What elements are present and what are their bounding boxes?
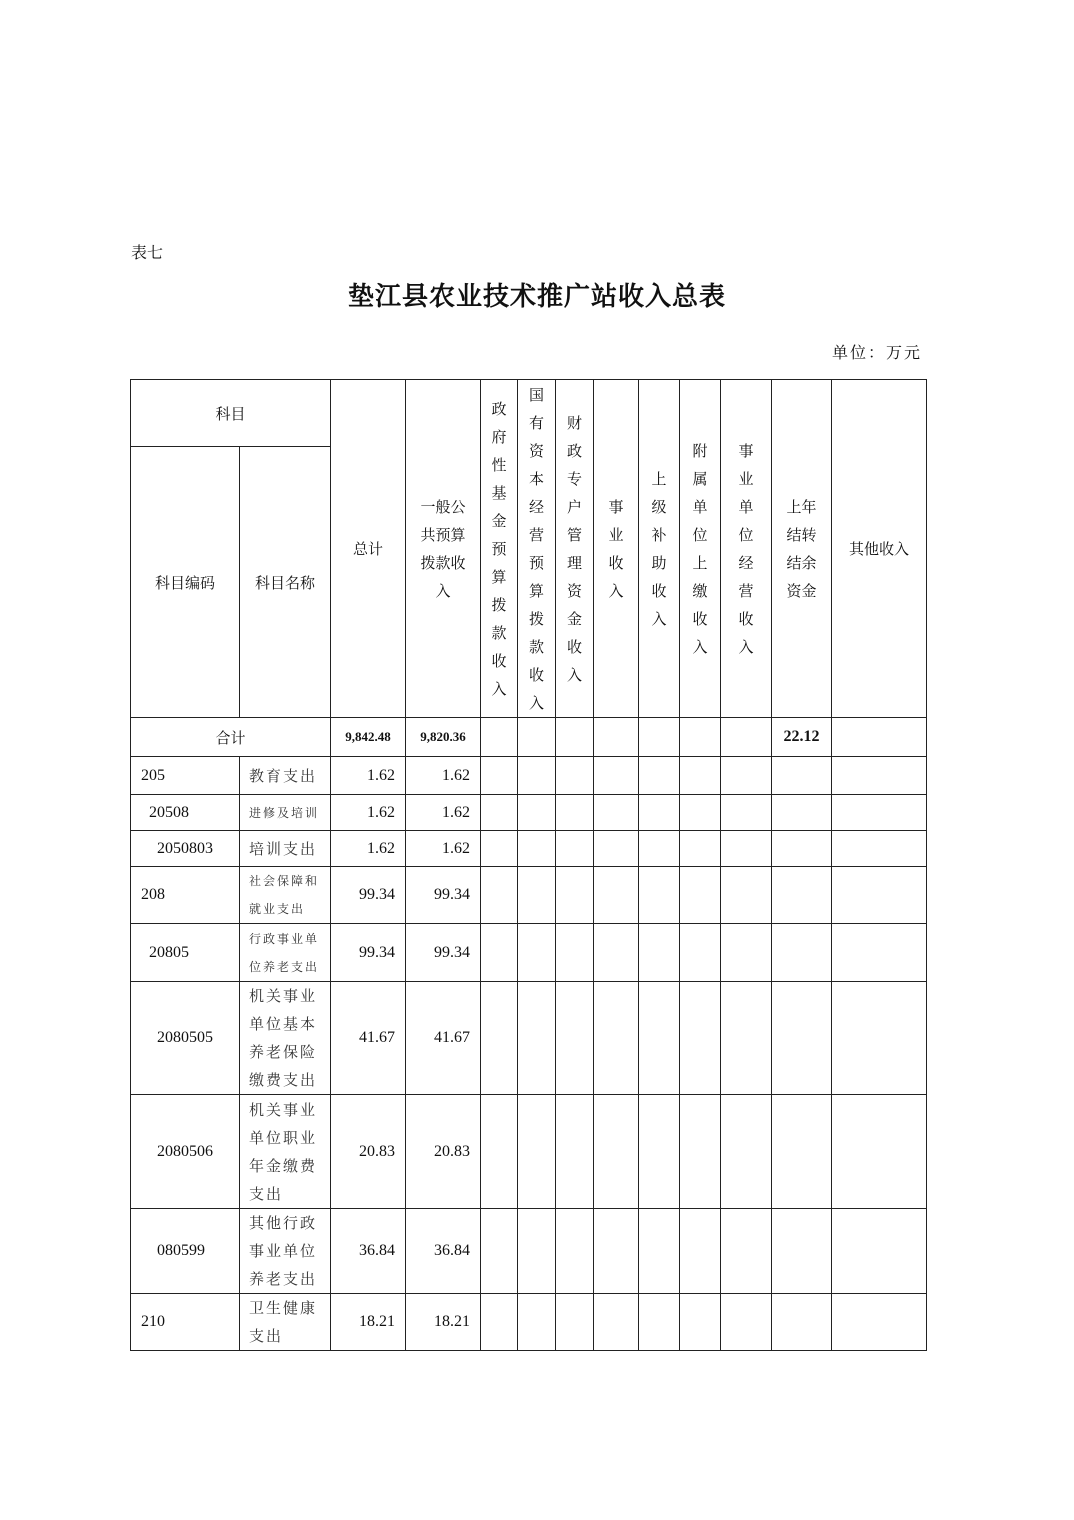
empty-cell bbox=[680, 867, 721, 924]
table-row bbox=[131, 795, 927, 831]
row-name: 社会保障和就业支出 bbox=[240, 867, 331, 924]
empty-cell bbox=[594, 867, 639, 924]
empty-cell bbox=[680, 757, 721, 795]
header-affiliated-income bbox=[680, 380, 721, 718]
table-row bbox=[131, 982, 927, 1095]
header-special-account-text: 财政专户管理资金收入 bbox=[567, 413, 583, 684]
header-general-budget bbox=[406, 380, 481, 718]
empty-cell bbox=[832, 867, 927, 924]
empty-cell bbox=[556, 1209, 594, 1294]
unit-label: 单位：万元 bbox=[831, 343, 922, 362]
empty-cell bbox=[594, 1294, 639, 1351]
empty-cell bbox=[518, 1095, 556, 1209]
empty-cell bbox=[680, 924, 721, 982]
row-total: 20.83 bbox=[331, 1095, 406, 1209]
header-carryover-text: 上年结转结余资金 bbox=[786, 497, 817, 600]
empty-cell bbox=[832, 795, 927, 831]
empty-cell bbox=[556, 795, 594, 831]
row-total: 1.62 bbox=[331, 757, 406, 795]
empty-cell bbox=[772, 1209, 832, 1294]
empty-cell bbox=[639, 867, 680, 924]
empty-cell bbox=[721, 795, 772, 831]
table-row bbox=[131, 1294, 927, 1351]
row-code: 20508 bbox=[131, 795, 240, 831]
row-general-budget: 20.83 bbox=[406, 1095, 481, 1209]
table-number-label: 表七 bbox=[131, 243, 164, 262]
empty-cell bbox=[556, 867, 594, 924]
row-name: 机关事业单位职业年金缴费支出 bbox=[240, 1095, 331, 1209]
empty-cell bbox=[556, 924, 594, 982]
empty-cell bbox=[772, 831, 832, 867]
empty-cell bbox=[639, 1095, 680, 1209]
empty-cell bbox=[518, 831, 556, 867]
total-general-budget: 9,820.36 bbox=[406, 718, 481, 757]
empty-cell bbox=[481, 867, 518, 924]
row-code: 20805 bbox=[131, 924, 240, 982]
header-gov-fund bbox=[481, 380, 518, 718]
empty-cell bbox=[518, 718, 556, 757]
header-superior-subsidy-text: 上级补助收入 bbox=[651, 469, 667, 628]
empty-cell bbox=[680, 982, 721, 1095]
row-general-budget: 1.62 bbox=[406, 795, 481, 831]
empty-cell bbox=[556, 1095, 594, 1209]
empty-cell bbox=[556, 982, 594, 1095]
empty-cell bbox=[639, 982, 680, 1095]
empty-cell bbox=[481, 924, 518, 982]
empty-cell bbox=[481, 1095, 518, 1209]
empty-cell bbox=[518, 795, 556, 831]
empty-cell bbox=[680, 831, 721, 867]
empty-cell bbox=[594, 1209, 639, 1294]
row-total: 99.34 bbox=[331, 924, 406, 982]
table-row bbox=[131, 867, 927, 924]
empty-cell bbox=[721, 718, 772, 757]
empty-cell bbox=[639, 757, 680, 795]
total-row bbox=[131, 718, 927, 757]
row-name: 教育支出 bbox=[240, 757, 331, 795]
empty-cell bbox=[639, 795, 680, 831]
row-name: 其他行政事业单位养老支出 bbox=[240, 1209, 331, 1294]
empty-cell bbox=[556, 1294, 594, 1351]
empty-cell bbox=[832, 924, 927, 982]
empty-cell bbox=[639, 718, 680, 757]
row-general-budget: 99.34 bbox=[406, 867, 481, 924]
empty-cell bbox=[772, 757, 832, 795]
header-affiliated-income-text: 附属单位上缴收入 bbox=[692, 441, 708, 656]
empty-cell bbox=[594, 795, 639, 831]
empty-cell bbox=[481, 718, 518, 757]
empty-cell bbox=[481, 757, 518, 795]
empty-cell bbox=[721, 1095, 772, 1209]
header-carryover bbox=[772, 380, 832, 718]
empty-cell bbox=[639, 1209, 680, 1294]
header-code: 科目编码 bbox=[131, 447, 240, 718]
header-general-budget-text: 一般公共预算拨款收入 bbox=[420, 497, 466, 600]
row-total: 1.62 bbox=[331, 831, 406, 867]
header-total: 总计 bbox=[331, 380, 406, 718]
document-title: 垫江县农业技术推广站收入总表 bbox=[347, 282, 726, 312]
row-total: 36.84 bbox=[331, 1209, 406, 1294]
empty-cell bbox=[832, 757, 927, 795]
row-general-budget: 36.84 bbox=[406, 1209, 481, 1294]
table-row bbox=[131, 924, 927, 982]
empty-cell bbox=[639, 924, 680, 982]
row-total: 99.34 bbox=[331, 867, 406, 924]
row-name: 行政事业单位养老支出 bbox=[240, 924, 331, 982]
empty-cell bbox=[518, 1294, 556, 1351]
header-name: 科目名称 bbox=[240, 447, 331, 718]
empty-cell bbox=[721, 924, 772, 982]
empty-cell bbox=[721, 982, 772, 1095]
empty-cell bbox=[518, 1209, 556, 1294]
empty-cell bbox=[518, 982, 556, 1095]
empty-cell bbox=[639, 831, 680, 867]
empty-cell bbox=[832, 1294, 927, 1351]
empty-cell bbox=[594, 757, 639, 795]
row-code: 2050803 bbox=[131, 831, 240, 867]
empty-cell bbox=[556, 718, 594, 757]
empty-cell bbox=[772, 924, 832, 982]
row-total: 18.21 bbox=[331, 1294, 406, 1351]
header-subject: 科目 bbox=[131, 380, 331, 447]
row-general-budget: 99.34 bbox=[406, 924, 481, 982]
row-total: 41.67 bbox=[331, 982, 406, 1095]
empty-cell bbox=[832, 982, 927, 1095]
empty-cell bbox=[518, 924, 556, 982]
empty-cell bbox=[481, 795, 518, 831]
empty-cell bbox=[556, 757, 594, 795]
empty-cell bbox=[680, 795, 721, 831]
total-carryover: 22.12 bbox=[772, 718, 832, 757]
empty-cell bbox=[721, 867, 772, 924]
empty-cell bbox=[594, 982, 639, 1095]
table-row bbox=[131, 1095, 927, 1209]
row-code: 2080505 bbox=[131, 982, 240, 1095]
row-code: 205 bbox=[131, 757, 240, 795]
table-row bbox=[131, 831, 927, 867]
empty-cell bbox=[680, 718, 721, 757]
header-business-income-text: 事业收入 bbox=[608, 497, 624, 600]
empty-cell bbox=[680, 1294, 721, 1351]
empty-cell bbox=[594, 1095, 639, 1209]
total-label: 合计 bbox=[131, 718, 331, 757]
empty-cell bbox=[832, 1209, 927, 1294]
table-row bbox=[131, 757, 927, 795]
empty-cell bbox=[481, 831, 518, 867]
empty-cell bbox=[594, 831, 639, 867]
header-gov-fund-text: 政府性基金预算拨款收入 bbox=[491, 399, 507, 698]
empty-cell bbox=[832, 831, 927, 867]
row-total: 1.62 bbox=[331, 795, 406, 831]
header-special-account bbox=[556, 380, 594, 718]
header-state-capital bbox=[518, 380, 556, 718]
header-other-income: 其他收入 bbox=[832, 380, 927, 718]
row-general-budget: 1.62 bbox=[406, 757, 481, 795]
empty-cell bbox=[772, 982, 832, 1095]
empty-cell bbox=[481, 1209, 518, 1294]
row-name: 机关事业单位基本养老保险缴费支出 bbox=[240, 982, 331, 1095]
total-total: 9,842.48 bbox=[331, 718, 406, 757]
empty-cell bbox=[721, 1209, 772, 1294]
table-row bbox=[131, 1209, 927, 1294]
empty-cell bbox=[481, 982, 518, 1095]
empty-cell bbox=[518, 867, 556, 924]
empty-cell bbox=[680, 1209, 721, 1294]
row-code: 080599 bbox=[131, 1209, 240, 1294]
empty-cell bbox=[481, 1294, 518, 1351]
empty-cell bbox=[594, 924, 639, 982]
row-code: 210 bbox=[131, 1294, 240, 1351]
empty-cell bbox=[518, 757, 556, 795]
row-code: 208 bbox=[131, 867, 240, 924]
row-name: 进修及培训 bbox=[240, 795, 331, 831]
empty-cell bbox=[721, 1294, 772, 1351]
empty-cell bbox=[772, 795, 832, 831]
income-summary-table bbox=[130, 379, 927, 1351]
header-operating-income-text: 事业单位经营收入 bbox=[738, 441, 754, 656]
empty-cell bbox=[832, 718, 927, 757]
empty-cell bbox=[772, 1294, 832, 1351]
empty-cell bbox=[556, 831, 594, 867]
empty-cell bbox=[680, 1095, 721, 1209]
header-superior-subsidy bbox=[639, 380, 680, 718]
header-state-capital-text: 国有资本经营预算拨款收入 bbox=[529, 385, 545, 712]
empty-cell bbox=[594, 718, 639, 757]
empty-cell bbox=[772, 1095, 832, 1209]
row-general-budget: 18.21 bbox=[406, 1294, 481, 1351]
row-general-budget: 1.62 bbox=[406, 831, 481, 867]
empty-cell bbox=[721, 757, 772, 795]
empty-cell bbox=[639, 1294, 680, 1351]
row-general-budget: 41.67 bbox=[406, 982, 481, 1095]
row-code: 2080506 bbox=[131, 1095, 240, 1209]
empty-cell bbox=[832, 1095, 927, 1209]
header-business-income bbox=[594, 380, 639, 718]
empty-cell bbox=[772, 867, 832, 924]
empty-cell bbox=[721, 831, 772, 867]
row-name: 卫生健康支出 bbox=[240, 1294, 331, 1351]
header-operating-income bbox=[721, 380, 772, 718]
row-name: 培训支出 bbox=[240, 831, 331, 867]
